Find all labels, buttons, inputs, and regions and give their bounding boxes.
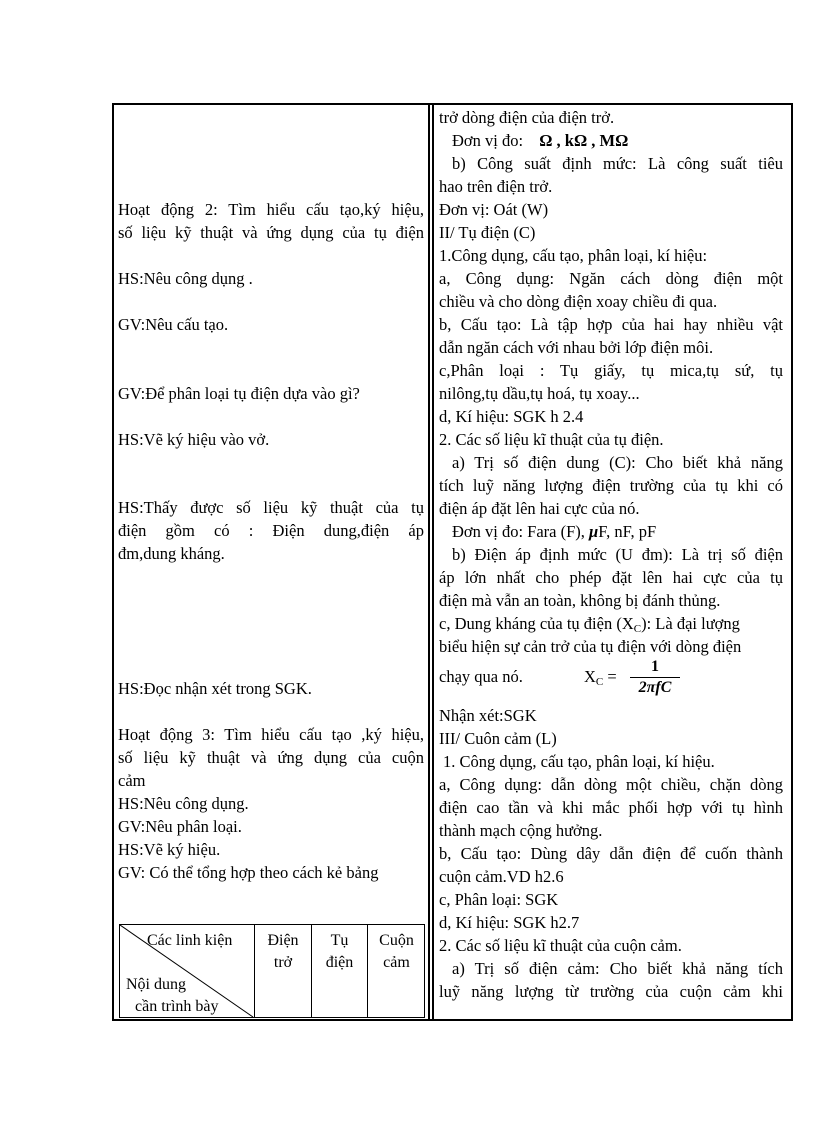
right-text-line: cuộn cảm.VD h2.6 [439,867,564,886]
left-text-line: HS:Vẽ ký hiệu. [118,840,221,859]
table-header-resistor: Điện [267,932,299,949]
table-header-inductor: Cuộn [379,932,414,949]
right-text-line: a, Công dụng: Ngăn cách dòng điện một [439,269,783,288]
right-text-line: biểu hiện sự cản trở của tụ điện với dòng điện [439,637,742,656]
micro-symbol: μ [589,522,599,541]
reactance-formula-lhs: $X_C$ = [584,667,617,688]
right-text-line: tích luỹ năng lượng điện trường của tụ khi có [439,476,783,495]
right-text-line: b) Điện áp định mức (U đm): Là trị số điện [452,545,783,564]
right-text-line: 1.Công dụng, cấu tạo, phân loại, kí hiệu: [439,246,708,265]
right-text-line: áp lớn nhất cho phép đặt lên hai cực của tụ [439,568,783,587]
left-text-line: GV: Có thể tổng hợp theo cách kẻ bảng [118,863,379,882]
right-text-line: b, Cấu tạo: Dùng dây dẫn điện để cuốn thành [439,844,783,863]
right-text-line: điện áp đặt lên hai cực của nó. [439,499,640,518]
right-text-line: điện cao tần và khi mắc phối hợp với tụ hình [439,798,783,817]
right-text-line: b) Công suất định mức: Là công suất tiêu [452,154,783,173]
left-text-line: cảm [118,771,146,790]
right-text-line: 2. Các số liệu kĩ thuật của cuộn cảm. [439,936,682,955]
table-header-components: Các linh kiện [147,932,233,949]
left-text-line: GV:Để phân loại tụ điện dựa vào gì? [118,384,360,403]
left-text-line: HS:Nêu công dụng. [118,794,249,813]
right-text-line: c,Phân loại : Tụ giấy, tụ mica,tụ sứ, tụ [439,361,783,380]
table-header-resistor: trở [273,954,293,971]
right-text-line: c, Phân loại: SGK [439,890,559,909]
resistance-unit-line: Đơn vị đo: Ω , kΩ , MΩ [452,131,629,150]
summary-table [119,924,425,1018]
table-header-content: cần trình bày [135,998,219,1015]
activity-3-heading: Hoạt động 3: Tìm hiểu cấu tạo ,ký hiệu, [118,725,424,744]
right-text-line: 2. Các số liệu kĩ thuật của tụ điện. [439,430,664,449]
right-text-line: trở dòng điện của điện trở. [439,108,615,127]
table-header-capacitor: điện [325,954,354,971]
right-text-line: a, Công dụng: dẫn dòng một chiều, chặn dòng [439,775,783,794]
ohm-units: Ω , kΩ , MΩ [539,131,629,150]
section-heading-inductor: III/ Cuôn cảm (L) [439,729,557,748]
right-text-line: Đơn vị: Oát (W) [439,200,549,219]
right-text-line: hao trên điện trở. [439,177,553,196]
reactance-line: c, Dung kháng của tụ điện $(X_C)$: Là đại lượng [439,614,740,635]
reactance-formula-fraction: 1 2πfC [630,658,680,697]
right-text-line: nilông,tụ dầu,tụ hoá, tụ xoay... [439,384,640,403]
right-text-line: a) Trị số điện cảm: Cho biết khả năng tích [452,959,783,978]
right-text-line: d, Kí hiệu: SGK h 2.4 [439,407,584,426]
table-header-capacitor: Tụ [330,932,349,949]
left-text-line: HS:Thấy được số liệu kỹ thuật của tụ [118,498,424,517]
table-header-inductor: cảm [383,954,410,971]
right-text-line: điện mà vẫn an toàn, không bị đánh thủng. [439,591,721,610]
left-text-line: đm,dung kháng. [118,544,225,563]
right-text-line: d, Kí hiệu: SGK h2.7 [439,913,580,932]
table-header-content: Nội dung [126,976,186,993]
right-text-line: chiều và cho dòng điện xoay chiều đi qua. [439,292,718,311]
right-text-line: a) Trị số điện dung (C): Cho biết khả năng [452,453,783,472]
activity-3-heading-cont: số liệu kỹ thuật và ứng dụng của cuộn [118,748,424,767]
right-text-line: 1. Công dụng, cấu tạo, phân loại, kí hiệu. [443,752,715,771]
column-divider [428,103,434,1021]
left-text-line: HS:Đọc nhận xét trong SGK. [118,679,312,698]
right-text-line: thành mạch cộng hưởng. [439,821,603,840]
left-text-line: GV:Nêu phân loại. [118,817,242,836]
right-text-line: chạy qua nó. [439,667,523,686]
right-text-line: b, Cấu tạo: Là tập hợp của hai hay nhiều vật [439,315,783,334]
capacitance-unit-line: Đơn vị đo: Fara (F), μF, nF, pF [452,522,657,541]
activity-2-heading-cont: số liệu kỹ thuật và ứng dụng của tụ điện [118,223,424,242]
right-text-line: Nhận xét:SGK [439,706,537,725]
left-text-line: điện gồm có : Điện dung,điện áp [118,521,424,540]
left-text-line: HS:Vẽ ký hiệu vào vở. [118,430,270,449]
section-heading-capacitor: II/ Tụ điện (C) [439,223,536,242]
activity-2-heading: Hoạt động 2: Tìm hiểu cấu tạo,ký hiệu, [118,200,424,219]
right-text-line: dẫn ngăn cách với nhau bởi lớp điện môi. [439,338,714,357]
left-text-line: HS:Nêu công dụng . [118,269,253,288]
left-text-line: GV:Nêu cấu tạo. [118,315,229,334]
right-text-line: luỹ năng lượng từ trường của cuộn cảm khi [439,982,783,1001]
